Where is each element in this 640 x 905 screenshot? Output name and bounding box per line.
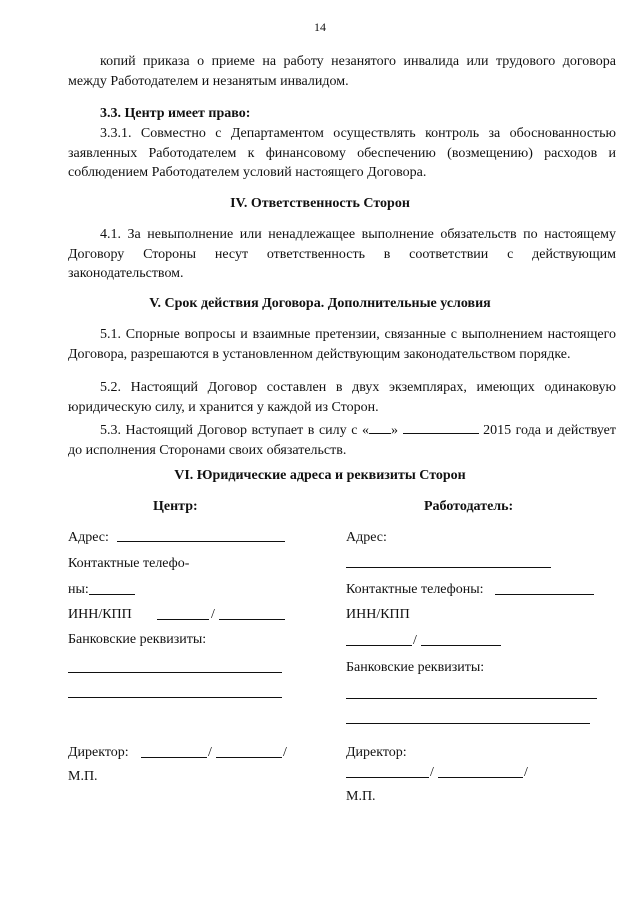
section-5-3-year: 2015 года и действует до исполнения Сторонами своих обязательств. xyxy=(68,423,617,458)
center-director-label: Директор: xyxy=(68,745,129,760)
center-director-slash-end: / xyxy=(283,745,287,760)
employer-address-label: Адрес: xyxy=(346,530,387,545)
employer-inn-slash: / xyxy=(413,633,417,648)
section-5-1-paragraph: 5.1. Спорные вопросы и взаимные претензии, связанные с выполнением настоящего Договора, разрешаются в установленном действующим законодательством порядке. xyxy=(68,327,616,362)
employer-director-signature-field[interactable] xyxy=(346,777,429,778)
center-bank-field-2[interactable] xyxy=(68,697,282,698)
page-number: 14 xyxy=(314,20,326,34)
employer-bank-label: Банковские реквизиты: xyxy=(346,660,485,675)
employer-bank-field-2[interactable] xyxy=(346,723,590,724)
section-5-3-paragraph xyxy=(68,418,616,460)
employer-director-slash-end: / xyxy=(524,765,528,780)
section-5-3-start: 5.3. Настоящий Договор вступает в силу с « xyxy=(100,423,369,438)
center-phones-label-cont: ны: xyxy=(68,582,89,597)
center-director-slash: / xyxy=(208,745,212,760)
section-5-title: V. Срок действия Договора. Дополнительные условия xyxy=(149,296,491,311)
section-5-2-paragraph: 5.2. Настоящий Договор составлен в двух экземплярах, имеющих одинаковую юридическую силу, и хранится у каждой из Сторон. xyxy=(68,380,616,415)
employer-director-label: Директор: xyxy=(346,745,407,760)
center-kpp-field[interactable] xyxy=(219,619,285,620)
center-address-label: Адрес: xyxy=(68,530,109,545)
employer-address-field[interactable] xyxy=(346,567,551,568)
center-bank-label: Банковские реквизиты: xyxy=(68,632,207,647)
center-bank-field-1[interactable] xyxy=(68,672,282,673)
center-phones-field[interactable] xyxy=(89,594,135,595)
employer-inn-label: ИНН/КПП xyxy=(346,607,410,622)
employer-kpp-field[interactable] xyxy=(421,645,501,646)
center-inn-field[interactable] xyxy=(157,619,209,620)
employer-inn-field[interactable] xyxy=(346,645,412,646)
section-6-title: VI. Юридические адреса и реквизиты Сторон xyxy=(174,468,466,483)
employer-stamp-label: М.П. xyxy=(346,789,376,804)
intro-paragraph: копий приказа о приеме на работу незанятого инвалида или трудового договора между Работодателем и незанятым инвалидом. xyxy=(68,54,616,89)
center-stamp-label: М.П. xyxy=(68,769,98,784)
employer-phones-field[interactable] xyxy=(495,594,594,595)
center-director-name-field[interactable] xyxy=(216,757,282,758)
center-director-signature-field[interactable] xyxy=(141,757,207,758)
center-phones-label: Контактные телефо- xyxy=(68,556,190,571)
month-blank[interactable] xyxy=(403,418,479,434)
section-4-title: IV. Ответственность Сторон xyxy=(230,196,410,211)
day-blank[interactable] xyxy=(369,418,391,434)
section-3-3-1-paragraph: 3.3.1. Совместно с Департаментом осуществлять контроль за обоснованностью заявленных Работодателем к финансовому обеспечению (возмещению) расходов и соблюдением Работодателем условий настоящего Договора. xyxy=(68,126,616,180)
employer-director-name-field[interactable] xyxy=(438,777,523,778)
employer-director-slash: / xyxy=(430,765,434,780)
employer-phones-label: Контактные телефоны: xyxy=(346,582,484,597)
section-4-1-paragraph: 4.1. За невыполнение или ненадлежащее выполнение обязательств по настоящему Договору Стороны несут ответственность в соответствии с действующим законодательством. xyxy=(68,227,616,281)
section-3-3-title: 3.3. Центр имеет право: xyxy=(100,106,251,121)
center-inn-slash: / xyxy=(211,607,215,622)
center-inn-label: ИНН/КПП xyxy=(68,607,132,622)
employer-title: Работодатель: xyxy=(424,499,514,514)
center-address-field[interactable] xyxy=(117,541,285,542)
employer-bank-field-1[interactable] xyxy=(346,698,597,699)
center-title: Центр: xyxy=(153,499,198,514)
quote-close: » xyxy=(390,423,398,438)
